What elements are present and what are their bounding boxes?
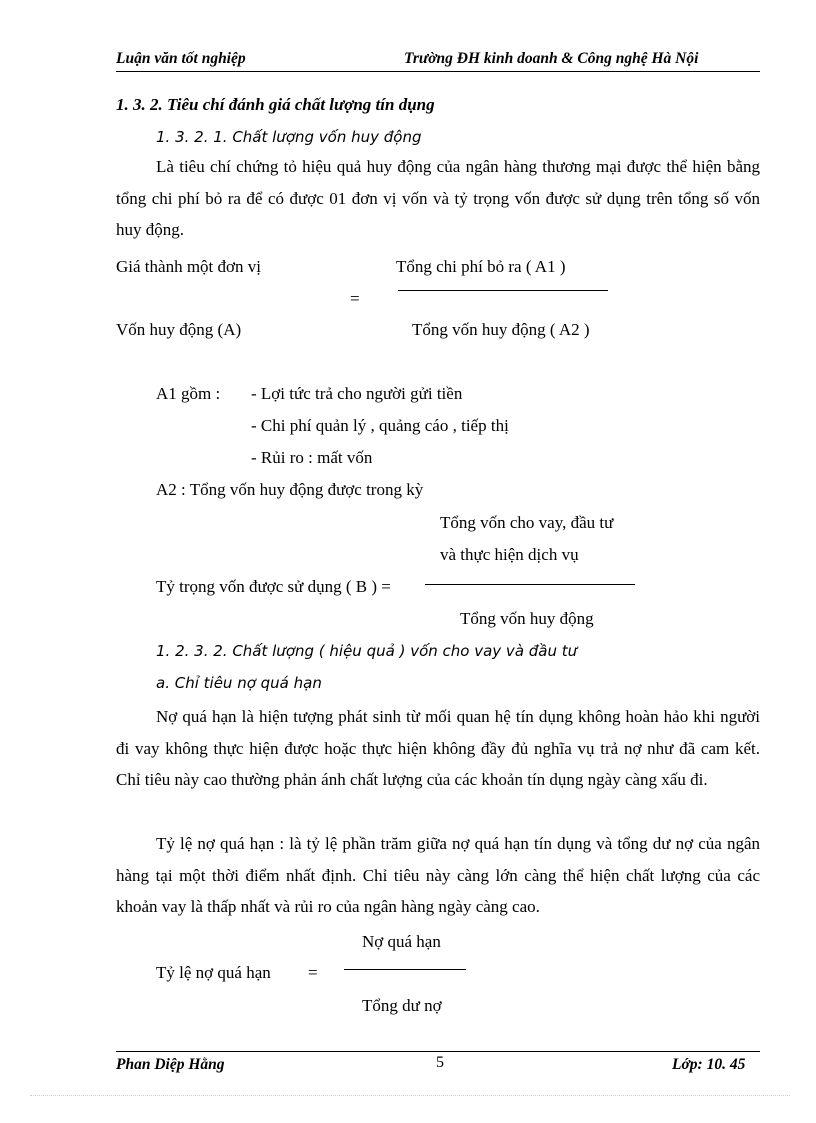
formula3-equals: =	[308, 963, 318, 982]
a2-line: A2 : Tổng vốn huy động được trong kỳ	[156, 480, 424, 499]
footer-author: Phan Diệp Hằng	[116, 1056, 225, 1073]
formula2-numerator-line2: và thực hiện dịch vụ	[440, 545, 579, 564]
formula2-numerator-line1: Tổng vốn cho vay, đầu tư	[440, 513, 614, 532]
subsection-title-2a: a. Chỉ tiêu nợ quá hạn	[156, 674, 322, 692]
formula3-denominator: Tổng dư nợ	[362, 996, 442, 1015]
formula1-equals: =	[350, 289, 360, 308]
paragraph-3: Tỷ lệ nợ quá hạn : là tỷ lệ phần trăm giữa nợ quá hạn tín dụng và tổng dư nợ của ngân hàng tại một thời điểm nhất định. Chỉ tiêu này càng lớn càng thể hiện chất lượng của các khoản vay là thấp nhất và rủi ro của ngân hàng ngày càng cao.	[116, 834, 760, 916]
footer-class: Lớp: 10. 45	[672, 1056, 746, 1073]
subsection-title-1: 1. 3. 2. 1. Chất lượng vốn huy động	[156, 128, 422, 146]
page-bottom-border	[30, 1095, 790, 1096]
footer-rule	[116, 1051, 760, 1052]
a1-label: A1 gồm :	[156, 384, 221, 403]
formula3-fraction-bar	[344, 969, 466, 970]
formula1-fraction-bar	[398, 290, 608, 291]
paragraph-2: Nợ quá hạn là hiện tượng phát sinh từ mối quan hệ tín dụng không hoàn hảo khi người đi vay không thực hiện được hoặc thực hiện không đầy đủ nghĩa vụ trả nợ như đã cam kết. Chỉ tiêu này cao thường phản ánh chất lượng của các khoản tín dụng ngày càng xấu đi.	[116, 707, 760, 789]
formula2-fraction-bar	[425, 584, 635, 585]
formula1-numerator: Tổng chi phí bỏ ra ( A1 )	[396, 257, 566, 276]
formula1-left-top: Giá thành một đơn vị	[116, 257, 261, 276]
header-left: Luận văn tốt nghiệp	[116, 50, 246, 67]
a1-item: - Lợi tức trả cho người gửi tiền	[251, 384, 463, 403]
paragraph-1: Là tiêu chí chứng tỏ hiệu quả huy động của ngân hàng thương mại được thể hiện bằng tổng chi phí bỏ ra để có được 01 đơn vị vốn và tỷ trọng vốn được sử dụng trên tổng số vốn huy động.	[116, 157, 760, 239]
subsection-title-2: 1. 2. 3. 2. Chất lượng ( hiệu quả ) vốn cho vay và đầu tư	[156, 642, 578, 660]
formula2-left: Tỷ trọng vốn được sử dụng ( B ) =	[156, 577, 391, 596]
formula3-left: Tỷ lệ nợ quá hạn	[156, 963, 271, 982]
page-number: 5	[436, 1054, 444, 1071]
header-right: Trường ĐH kinh doanh & Công nghệ Hà Nội	[404, 50, 699, 67]
header-rule	[116, 71, 760, 72]
formula1-denominator: Tổng vốn huy động ( A2 )	[412, 320, 590, 339]
a1-item: - Chi phí quản lý , quảng cáo , tiếp thị	[251, 416, 509, 435]
section-title: 1. 3. 2. Tiêu chí đánh giá chất lượng tín dụng	[116, 95, 435, 114]
formula3-numerator: Nợ quá hạn	[362, 932, 441, 951]
formula2-denominator: Tổng vốn huy động	[460, 609, 594, 628]
a1-item: - Rủi ro : mất vốn	[251, 448, 373, 467]
formula1-left-bottom: Vốn huy động (A)	[116, 320, 242, 339]
